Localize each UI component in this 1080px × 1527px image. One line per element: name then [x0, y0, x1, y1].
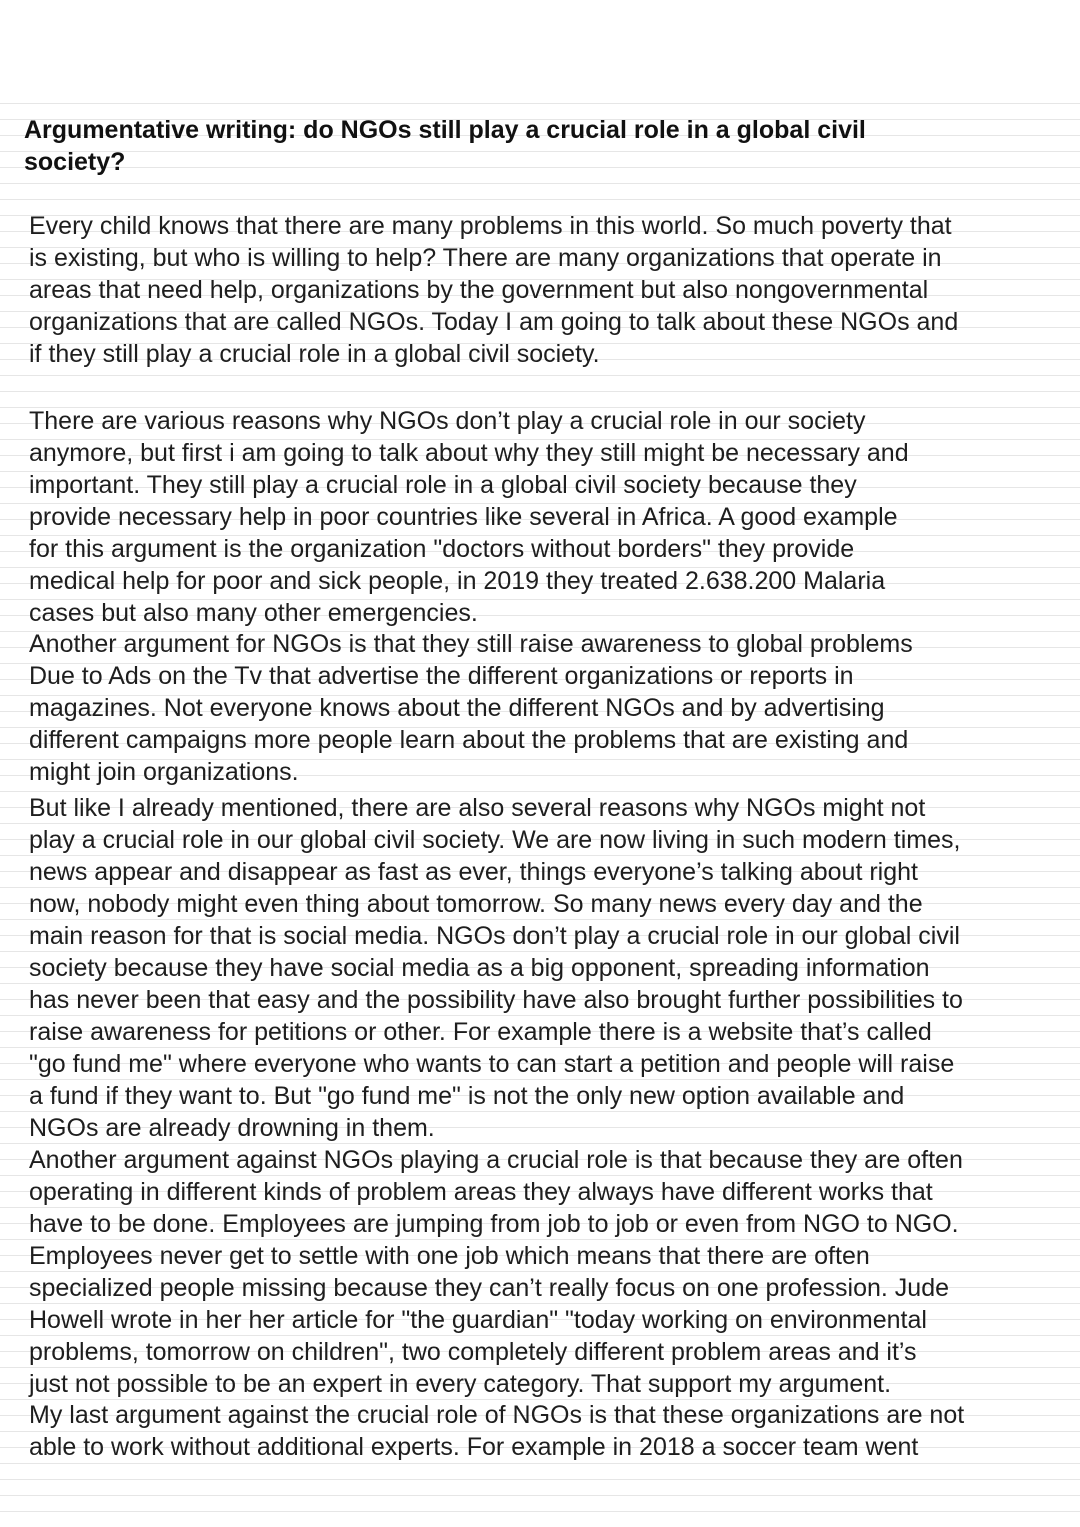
text-line: society because they have social media as a big opponent, spreading information: [29, 954, 930, 982]
text-line: anymore, but first i am going to talk about why they still might be necessary and: [29, 439, 909, 467]
text-line: Another argument for NGOs is that they still raise awareness to global problems: [29, 630, 913, 658]
text-line: Howell wrote in her her article for "the guardian" "today working on environmental: [29, 1306, 927, 1334]
text-line: specialized people missing because they can’t really focus on one profession. Jude: [29, 1274, 949, 1302]
paragraph-employees: [29, 1144, 1049, 1400]
text-line: raise awareness for petitions or other. For example there is a website that’s called: [29, 1018, 932, 1046]
text-line: "go fund me" where everyone who wants to can start a petition and people will raise: [29, 1050, 955, 1078]
title-line: society?: [24, 148, 126, 176]
text-line: Due to Ads on the Tv that advertise the different organizations or reports in: [29, 662, 854, 690]
text-line: just not possible to be an expert in every category. That support my argument.: [29, 1370, 892, 1398]
text-line: a fund if they want to. But "go fund me" is not the only new option available and: [29, 1082, 905, 1110]
text-line: cases but also many other emergencies.: [29, 599, 478, 627]
document-title: [24, 114, 1004, 178]
text-line: NGOs are already drowning in them.: [29, 1114, 435, 1142]
text-line: now, nobody might even thing about tomorrow. So many news every day and the: [29, 890, 923, 918]
text-line: is existing, but who is willing to help? There are many organizations that operate in: [29, 244, 942, 272]
text-line: able to work without additional experts. For example in 2018 a soccer team went: [29, 1433, 919, 1461]
text-line: different campaigns more people learn about the problems that are existing and: [29, 726, 909, 754]
paragraph-experts: [29, 1399, 1049, 1463]
text-line: But like I already mentioned, there are also several reasons why NGOs might not: [29, 794, 926, 822]
text-line: problems, tomorrow on children", two completely different problem areas and it’s: [29, 1338, 917, 1366]
text-line: might join organizations.: [29, 758, 299, 786]
text-line: news appear and disappear as fast as ever, things everyone’s talking about right: [29, 858, 918, 886]
text-line: My last argument against the crucial role of NGOs is that these organizations are not: [29, 1401, 965, 1429]
text-line: have to be done. Employees are jumping from job to job or even from NGO to NGO.: [29, 1210, 959, 1238]
text-line: Employees never get to settle with one job which means that there are often: [29, 1242, 870, 1270]
text-line: There are various reasons why NGOs don’t play a crucial role in our society: [29, 407, 866, 435]
text-line: Another argument against NGOs playing a crucial role is that because they are often: [29, 1146, 963, 1174]
text-line: for this argument is the organization "doctors without borders" they provide: [29, 535, 855, 563]
text-line: areas that need help, organizations by the government but also nongovernmental: [29, 276, 929, 304]
title-line: Argumentative writing: do NGOs still play a crucial role in a global civil: [24, 116, 866, 144]
paragraph-arguments-for: [29, 405, 1049, 629]
text-line: important. They still play a crucial role in a global civil society because they: [29, 471, 857, 499]
text-line: main reason for that is social media. NGOs don’t play a crucial role in our global civil: [29, 922, 960, 950]
text-line: has never been that easy and the possibility have also brought further possibilities to: [29, 986, 963, 1014]
text-line: operating in different kinds of problem areas they always have different works that: [29, 1178, 933, 1206]
text-line: magazines. Not everyone knows about the different NGOs and by advertising: [29, 694, 885, 722]
paragraph-social-media: [29, 792, 1049, 1144]
paragraph-awareness: [29, 628, 1049, 788]
text-line: provide necessary help in poor countries like several in Africa. A good example: [29, 503, 898, 531]
text-line: Every child knows that there are many problems in this world. So much poverty that: [29, 212, 952, 240]
text-line: if they still play a crucial role in a global civil society.: [29, 340, 600, 368]
text-line: organizations that are called NGOs. Today I am going to talk about these NGOs and: [29, 308, 959, 336]
text-line: play a crucial role in our global civil society. We are now living in such modern times,: [29, 826, 961, 854]
text-line: medical help for poor and sick people, in 2019 they treated 2.638.200 Malaria: [29, 567, 886, 595]
paragraph-introduction: [29, 210, 1049, 370]
